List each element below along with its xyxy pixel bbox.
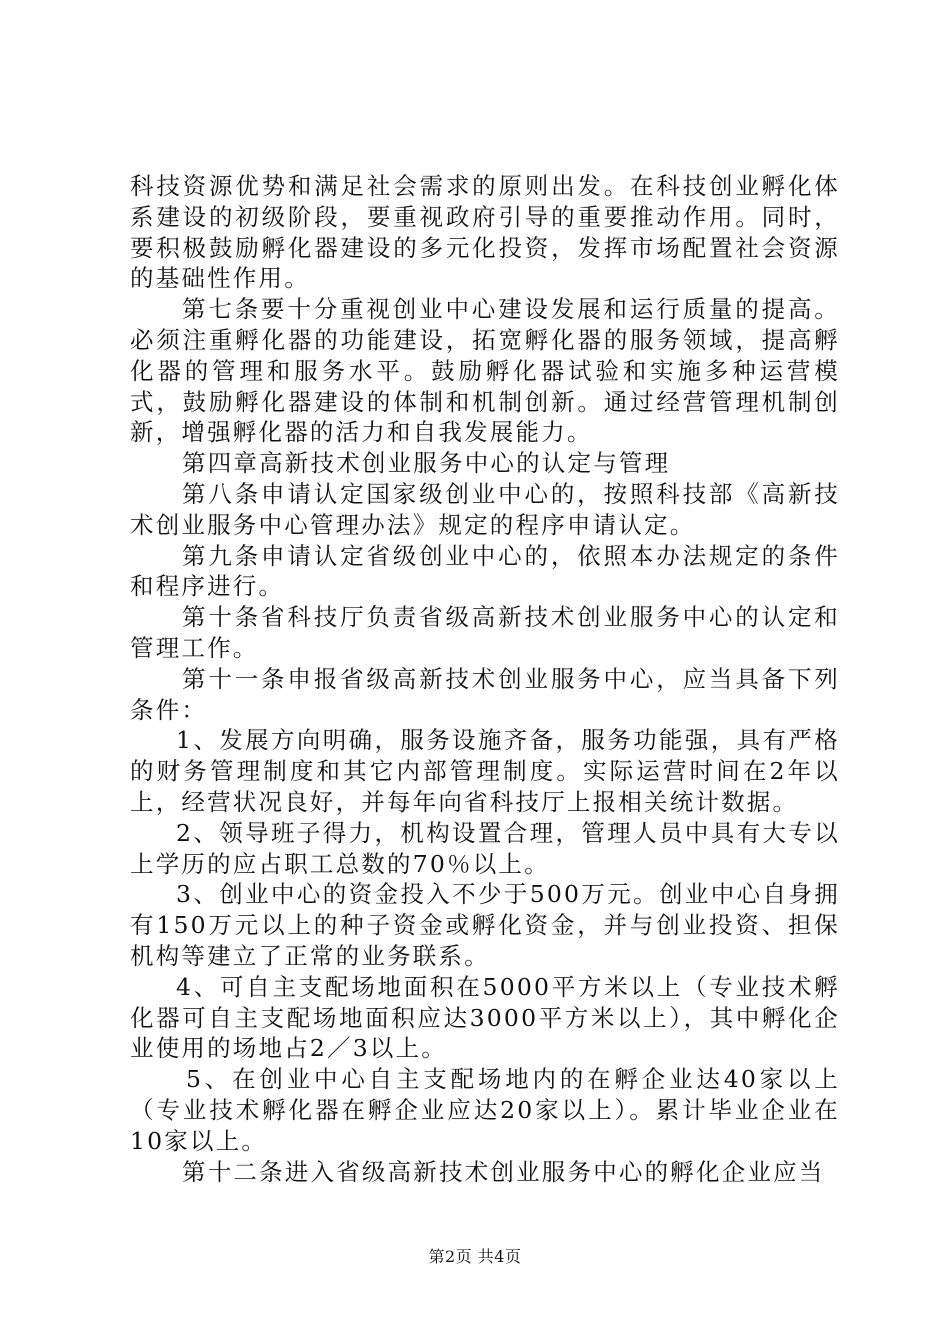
paragraph-article-12: 第十二条进入省级高新技术创业服务中心的孵化企业应当: [182, 1157, 825, 1186]
paragraph-article-7: 第七条要十分重视创业中心建设发展和运行质量的提高。必须注重孵化器的功能建设，拓宽孵化器的服务领域，提高孵化器的管理和服务水平。鼓励孵化器试验和实施多种运营模式，鼓励孵化器建设的体制和机制创新。通过经营管理机制创新，增强孵化器的活力和自我发展能力。: [130, 295, 840, 447]
paragraph-article-11: 第十一条申报省级高新技术创业服务中心，应当具备下列条件：: [130, 664, 840, 724]
list-item-condition-1: 1、发展方向明确，服务设施齐备，服务功能强，具有严格的财务管理制度和其它内部管理制度。实际运营时间在2年以上，经营状况良好，并每年向省科技厅上报相关统计数据。: [130, 726, 840, 816]
paragraph-continuation: 科技资源优势和满足社会需求的原则出发。在科技创业孵化体系建设的初级阶段，要重视政府引导的重要推动作用。同时，要积极鼓励孵化器建设的多元化投资，发挥市场配置社会资源的基础性作用。: [130, 172, 840, 293]
paragraph-article-9: 第九条申请认定省级创业中心的，依照本办法规定的条件和程序进行。: [130, 541, 840, 601]
page-total: 共4页: [477, 1247, 522, 1266]
paragraph-article-10: 第十条省科技厅负责省级高新技术创业服务中心的认定和管理工作。: [130, 603, 840, 662]
list-item-condition-4: 4、可自主支配场地面积在5000平方米以上（专业技术孵化器可自主支配场地面积应达3000平方米以上），其中孵化企业使用的场地占2／3以上。: [130, 972, 840, 1063]
list-item-condition-5: 5、在创业中心自主支配场地内的在孵企业达40家以上（专业技术孵化器在孵企业应达20家以上）。累计毕业企业在10家以上。: [130, 1065, 840, 1155]
document-body: [130, 171, 840, 1187]
list-item-condition-2: 2、领导班子得力，机构设置合理，管理人员中具有大专以上学历的应占职工总数的70％以上。: [130, 818, 840, 878]
paragraph-article-8: 第八条申请认定国家级创业中心的，按照科技部《高新技术创业服务中心管理办法》规定的程序申请认定。: [130, 479, 840, 539]
page-number: 第2页: [428, 1247, 473, 1266]
chapter-heading: 第四章高新技术创业服务中心的认定与管理: [182, 449, 671, 478]
list-item-condition-3: 3、创业中心的资金投入不少于500万元。创业中心自身拥有150万元以上的种子资金或孵化资金，并与创业投资、担保机构等建立了正常的业务联系。: [130, 880, 840, 970]
page-footer: [0, 1244, 950, 1267]
